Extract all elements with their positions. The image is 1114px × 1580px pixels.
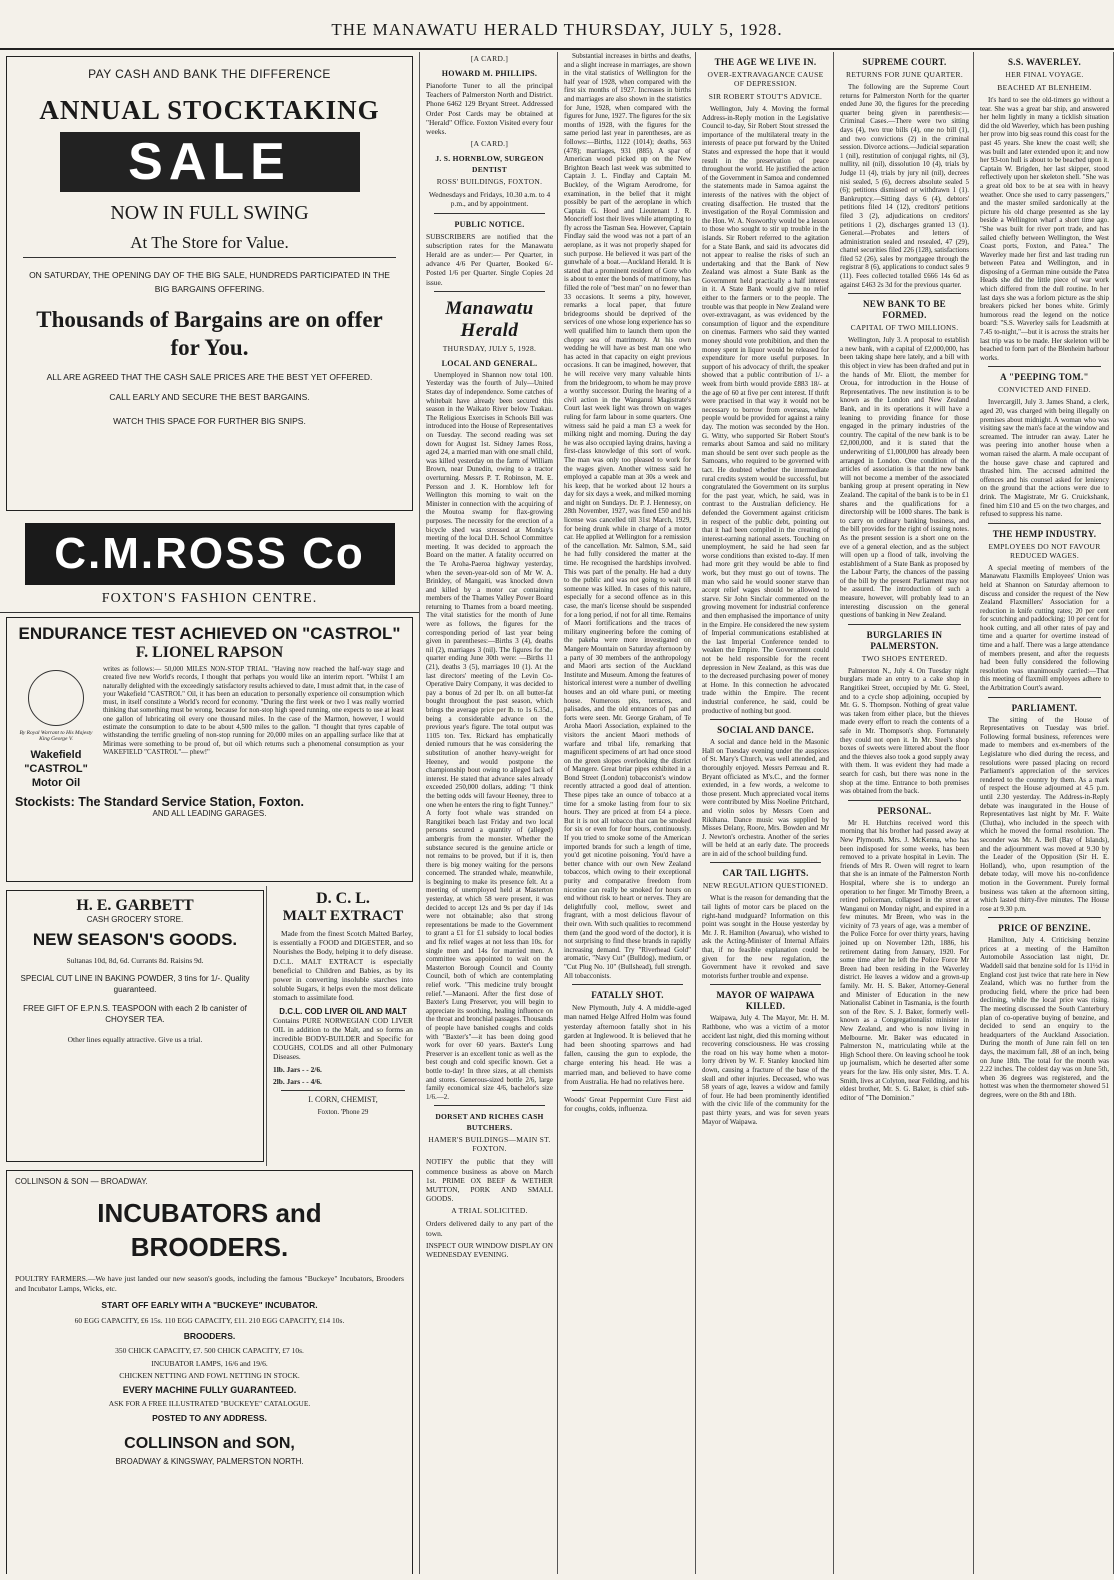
waverley-heading: S.S. WAVERLEY. [1007,57,1082,67]
trial-solicited: A TRIAL SOLICITED. [451,1206,528,1216]
malt-body: Made from the finest Scotch Malted Barley, is essentially a FOOD and DIGESTER, and so Nourishes the Body, helping it to defy disease. D.C.L. MALT EXTRACT is especially beneficial to Children and Babies, as by its power in converting insoluble starches into soluble Sugars, it helps even the most delicate stomach to assimilate food. [273,929,413,1003]
reduced-wages-subheading: EMPLOYEES DO NOT FAVOUR REDUCED WAGES. [988,541,1101,560]
fashion-centre-text: FOXTON'S FASHION CENTRE. [101,591,318,606]
baking-powder-offer: SPECIAL CUT LINE IN BAKING POWDER, 3 tins for 1/-. Quality guaranteed. [20,974,250,994]
now-in-full-swing: NOW IN FULL SWING [110,202,309,224]
incubators-brooders-heading: INCUBATORS and BROODERS. [97,1198,322,1262]
phillips-heading: HOWARD M. PHILLIPS. [441,69,538,78]
column-2 [422,52,558,1574]
stockists-text: Stockists: The Standard Service Station, Foxton. [15,795,304,809]
egg-capacity-prices: 60 EGG CAPACITY, £6 15s. 110 EGG CAPACITY, £11. 210 EGG CAPACITY, £14 10s. [74,1316,345,1325]
final-voyage-subheading: HER FINAL VOYAGE. [1005,70,1084,79]
ross-advertisement [0,515,419,610]
subscribers-notice: SUBSCRIBERS are notified that the subscription rates for the Manawatu Herald are as under:— Per Quarter, in advance 4/6 Per Quarter, Booked 6/- Posted 1/6 per Quarter. Single Copies 2d issue. [426,231,553,287]
personal-body: Mr H. Hutchins received word this morning that his brother had passed away at New Plymouth. Mrs. J. McKenna, who has been indisposed for some weeks, has been removed to a private hospital in Levin. The friends of Mrs R. Owen will regret to learn that she is an inmate of the Palmerston North Hospital, where she is to undergo an operation to her finger. Mr Timothy Breen, a retired policeman, collapsed in the street at Wanganui on Monday night, and expired in a few minutes. Mr Breen, who was in the vicinity of 73 years of age, was a member of the Police Force for over thirty years, having joined up on November 12th, 1886, his retirement dating from January, 1920. For some time after he left the Police Force Mr Breen had been residing in the Waverley district. He leaves a widow and a grown-up family. Mr. H. S. Baker, Attorney-General and Minister of Education in the new Nationalist Cabinet in Tasmania, is the fourth son of the Rev. S. J. Baker, formerly well-known as a Congregationalist minister in New Zealand, and who is now living in Melbourne. Mr. Baker was educated in Palmerston N., matriculating while at the High School there. On leaving school he took up journalism, which he deserted after some years for the law. His only sister, Mrs. T. A. Smith, lives at Colyton, near Feilding, and his eldest brother, Mr. S. G. Baker, is chief sub-editor of "The Dominion." [840,818,969,1102]
regulation-subheading: NEW REGULATION QUESTIONED. [702,881,829,891]
sale-banner: SALE [60,132,360,192]
fatally-shot-heading: FATALLY SHOT. [591,990,664,1001]
local-general-heading: LOCAL AND GENERAL. [441,358,538,368]
column-6 [976,52,1114,1574]
card-label-1: [A CARD.] [470,54,509,63]
hornblow-hours: Wednesdays and Fridays, 10.30 a.m. to 4 p.m., and by appointment. [428,190,551,209]
parliament-heading: PARLIAMENT. [1011,702,1078,713]
parliament-body: The sitting of the House of Representatives on Tuesday was brief. Following formal business, references were made to members and ex-members of the Legislature who died during the recess, and resolutions were passed placing on record Parliament's appreciation of the services rendered to the country by them. As a mark of respect the House adjourned at 4.5 p.m. until 2.30 yesterday. The Address-in-Reply debate was inaugurated in the House of Representatives last night by Mr. F. Waite (Clutha), who included in the speech with which he moved the formal resolution. The seconder was Mr. A. Bell (Bay of Islands), and the adjournment was moved at 9.30 by the Leader of the Opposition (Sir H. E. Holland), who, upon resumption of the debate today, will move his no-confidence motion in the Government. Purely formal business was taken at the afternoon sitting, which lasted thirty-five minutes. The House rose at 9.30 p.m. [980,715,1109,913]
dcl-heading: D. C. L. [316,890,370,907]
ross-logo: C.M.ROSS Co [25,523,395,585]
herald-nameplate: Manawatu Herald [445,297,534,341]
mayor-waipawa-heading: MAYOR OF WAIPAWA KILLED. [716,990,815,1012]
column-3 [560,52,696,1574]
beached-subheading: BEACHED AT BLENHEIM. [997,83,1092,92]
inspect-window: INSPECT OUR WINDOW DISPLAY ON WEDNESDAY EVENING. [426,1240,553,1259]
poultry-farmers-text: POULTRY FARMERS.—We have just landed our new season's goods, including the famous "Buckeye" Incubators, Brooders and Incubator Lamps, Wicks, etc. [15,1274,404,1293]
hornblow-address: ROSS' BUILDINGS, FOXTON. [436,177,543,187]
supreme-court-body: The following are the Supreme Court returns for Palmerston North for the quarter ended June 30, the figures for the preceding quarter being given in parenthesis:— Criminal Cases.—There were two sitting days (4), two true bills (4), one no bill (1), and two convictions (2) in the criminal session. Divorce actions.—Judicial separation 1 (nil), restitution of conjugal rights, nil (3), nullity, nil (nil), dissolution 10 (4), trials by Judge 11 (4), trials by jury nil (nil), decrees nisi sealed, 5 (6), decrees absolute sealed 5 (6); petitions dismissed or withdrawn 1 (1). Bankruptcy.—Sitting days 6 (4), debtors' petitions filed 14 (12), creditors' petitions filed 3 (2), adjudications on creditors' petitions 1 (2), discharges granted 13 (1). General.—Probates and letters of administration sealed and resealed, 47 (29), chattel securities filed 226 (128), satisfactions filed 52 (26), sales by mortgagee through the registrar 8 (6), applications to conduct sales 9 (11). Fees collected totalled £666 14s 6d as against £463 2s 3d for the previous quarter. [840,83,969,289]
collinson-top-line: COLLINSON & SON — BROADWAY. [15,1177,148,1186]
wakefield-castrol-logo: Wakefield "CASTROL" Motor Oil [24,749,88,789]
new-seasons-goods-heading: NEW SEASON'S GOODS. [32,930,238,949]
age-we-live-in-body: Wellington, July 4. Moving the formal Address-in-Reply motion in the Legislative Council to-day, Sir Robert Stout stressed the importance of the multilateral treaty in the interests of peace put forward by the United States and expressed the hope that it would result in the preservation of peace throughout the world. He justified the action of the Government in Samoa and condemned the statements made in Samoa against the interests of the natives with the object of creating disaffection. He trusted that the investigation of the Royal Commission and the Hon. W. A. Nosworthy would be a lesson to those who sought to stir up trouble in the islands. Sir Robert referred to the agitation for a State Bank, and said its advocates did not appear to realise the risks of such an undertaking and that the Bank of New Zealand was almost a State Bank as the Government held practically a half interest in it. A State Bank would give no relief either to the farmers or to the people. The trouble was that people in New Zealand were over-extravagant, as was evidenced by the consumption of liquor and the expenditure on cinemas. Farmers who said they wanted money should vote prohibition, and then the money spent in liquor would be released for expenditure for more useful purposes. In support of his advocacy of thrift, the speaker showed that a public contribution of 1/- a week from birth would provide £883 18/- at the age of 60 at five per cent interest. If thrift were practised in that way it would not be necessary to borrow from overseas, while people would be provided for against a rainy day. The motion was seconded by the Hon. G. Witty, who supported Sir Robert Stout's remarks about Samoa and said no military man should be sent over such people as the Samoans, who required to be governed with tact. He doubted whether the intermediate rural credits system would be successful, but congratulated the Government on its surplus for the past year, which, he said, was in contrast to the Australian deficiency. He defended the Government against criticism in respect of the public debt, pointing out that it had been compiled in the creating of interest-earning national assets. Touching on unemployment, he said he had seen far worse conditions than existed to-day. If men had more grit they would be able to find work, but they must go out of towns. The man who said he would sooner starve than accept relief wages should be allowed to starve. Sir John Sinclair commented on the growing movement for industrial conference and then emphasised the importance of unity in the Empire. He considered the new system of Imperial communications established at the last Imperial Conference tended to weaken the Empire. The Government could not be held responsible for the recent depression in New Zealand, as this was due to the decreased purchasing power of money at Home. In this connection he advocated trade within the Empire. The recent industrial conference, he said, could be productive of nothing but good. [702,105,829,715]
peeping-tom-heading: A "PEEPING TOM." [1000,372,1089,383]
cash-grocery-text: CASH GROCERY STORE. [86,915,184,924]
hamers-buildings: HAMER'S BUILDINGS—MAIN ST. FOXTON. [428,1135,551,1154]
watch-this-space-text: WATCH THIS SPACE FOR FURTHER BIG SNIPS. [113,416,306,426]
teaspoon-gift-offer: FREE GIFT OF E.P.N.S. TEASPOON with each 2 lb canister of CHOYSER TEA. [23,1004,247,1024]
incubator-lamps: INCUBATOR LAMPS, 16/6 and 19/6. [151,1359,268,1368]
dorset-riches-heading: DORSET AND RICHES CASH BUTCHERS. [435,1112,544,1133]
two-shops-subheading: TWO SHOPS ENTERED. [861,653,948,663]
car-tail-lights-body: What is the reason for demanding that the tail lights of motor cars be placed on the right-hand mudguard? Information on this point was sought in the House yesterday by Mr. J. R. Hamilton (Awarua), who wished to ask the Acting-Minister of Internal Affairs that, if no feasible explanation could be given for the new regulation, the Government have it revoked and save motorists further trouble and expense. [702,894,829,980]
burglaries-heading: BURGLARIES IN PALMERSTON. [866,629,943,651]
hornblow-heading: J. S. HORNBLOW, SURGEON DENTIST [435,154,544,175]
garbett-advertisement [6,890,264,1162]
pay-cash-heading: PAY CASH AND BANK THE DIFFERENCE [88,67,331,81]
royal-warrant-text: By Royal Warrant to His Majesty King George V. [19,730,93,742]
brooders-heading: BROODERS. [183,1331,236,1341]
column-4 [698,52,834,1574]
masthead-title: THE MANAWATU HERALD THURSDAY, JULY 5, 1928. [331,20,783,39]
dcl-advertisement [266,886,419,1166]
new-bank-heading: NEW BANK TO BE FORMED. [863,299,946,321]
malt-extract-heading: MALT EXTRACT [282,908,404,924]
sale-advertisement [6,56,413,511]
over-extravagance-subheading: OVER-EXTRAVAGANCE CAUSE OF DEPRESSION. [707,70,824,88]
collinson-address: BROADWAY & KINGSWAY, PALMERSTON NORTH. [115,1457,304,1466]
garbett-heading: H. E. GARBETT [76,897,194,914]
other-lines-text: Other lines equally attractive. Give us a trial. [67,1035,203,1044]
peeping-tom-body: Invercargill, July 3. James Shand, a clerk, aged 20, was charged with being illegally on premises about midnight. A woman who was visiting saw the man's face at the window and screamed. The intruder ran away. Later he was peering into another house when a woman raised the alarm. A male occupant of the house gave chase and captured and thrashed him. The accused admitted the offences and his counsel asked for leniency on the ground that the actions were due to drink. The Magistrate, Mr G. Cruickshank, fined him £10 and £5 on the two charges, and refused to suppress his name. [980,398,1109,519]
chemist-name: I. CORN, CHEMIST, [308,1095,378,1105]
butcher-notice: NOTIFY the public that they will commence business as above on March 1st. PRIME OX BEEF & WETHER MUTTON, PORK AND SMALL GOODS. [426,1157,553,1204]
annual-stocktaking-heading: ANNUAL STOCKTAKING [39,95,380,125]
hemp-industry-body: A special meeting of members of the Manawatu Flaxmills Employees' Union was held at Shannon on Saturday afternoon to discuss and consider the request of the New Zealand Flaxmillers' Association for a reduction in knife cutting rates; 20 per cent for scutching and paddocking; 10 per cent for hook cutting, and all other rates of pay and time and a quarter for overtime instead of time and a half. There was a large attendance of members present, and after the requests had been fully considered the following resolution was unanimously carried:—That this meeting of flaxmill employees adhere to the Arbitration Court's award. [980,563,1109,693]
royal-crest-icon [28,670,84,726]
thousands-of-bargains: Thousands of Bargains are on offer for You. [36,307,383,360]
collinson-signature: COLLINSON and SON, [124,1435,295,1452]
chick-capacity-prices: 350 CHICK CAPACITY, £7. 500 CHICK CAPACITY, £7 10s. [115,1346,304,1355]
phillips-body: Pianoforte Tuner to all the principal Teachers of Palmerston North and District. Phone 6462 129 Bryant Street. Addressed Order Post Cards may be obtained at "Herald" Office. Foxton Visited every four weeks. [426,81,553,137]
new-bank-body: Wellington, July 3. A proposal to establish a new bank, with a capital of £2,000,000, has been taking shape here lately, and a bill with this object in view has been drafted and put in the hands of Mr. Eliott, the member for Oroua, for introduction in the House of Representatives. The new institution is to be known as the London and New Zealand Bank, and in its operations it will have a leaning to providing finance for those engaged in the primary industries of the country. The capital of the new bank is to be £2,000,000, and it is stated that the underwriting of £1,000,000 has already been arranged in London. One condition of the articles of association is that the new bank will not become a member of the associated banking group at present operating in New Zealand. The capital of the bank is to be in £1 shares and the qualifications for a directorship will be 1000 shares. The bank is to carry on ordinary banking business, and the bill provides for the right of issuing notes. As the present session is a short one on the eve of a general election, and as the subject will open up a flood of talk, involving the establishment of a State Bank as proposed by the Labour Party, the chances of the passing of the bill by the present Parliament may not be assured. The introduction of such a measure, however, will probably lead to an interesting discussion on the general questions of banking in New Zealand. [840,336,969,620]
social-dance-heading: SOCIAL AND DANCE. [717,725,814,736]
cod-liver-body: Contains PURE NORWEGIAN COD LIVER OIL in addition to the Malt, and so forms an incredible BODY-BUILDER and Specific for COUGHS, COLDS and all other Pulmonary Diseases. [273,1015,413,1062]
ask-for-catalogue: ASK FOR A FREE ILLUSTRATED "BUCKEYE" CATALOGUE. [108,1399,311,1408]
opening-day-text: ON SATURDAY, THE OPENING DAY OF THE BIG SALE, HUNDREDS PARTICIPATED IN THE BIG BARGAINS OFFERING. [29,270,390,294]
castrol-body: writes as follows:— 50,000 MILES NON-STOP TRIAL. "Having now reached the half-way stage and created five new World's records, I thought that perhaps you would like an interim report. "Whilst I am naturally delighted with the exceedingly satisfactory results achieved to date, I must admit that, in the case of your Wakefield "CASTROL" Oil, it has been an education to personally experience oil consumption which must, in itself constitute a World's record for economy. "During the first week or two I was really worried thinking that something must be wrong, because for non-stop high speed running, one expects to use at least one gallon of lubricating oil every one thousand miles. In the case of the Marmon, however, I would estimate the consumption to date to be about 4,500 miles to the gallon. "I thought that tyres capable of withstanding the terrific grueling of non-stop running for 20,000 miles on an appalling surface like that at Mirimas were something to be proud of, but oil which returns such a phenomenal consumption as your WAKEFIELD "CASTROL"— phew!" [103,666,404,756]
age-we-live-in-heading: THE AGE WE LIVE IN. [714,57,817,67]
issue-date: THURSDAY, JULY 5, 1928. [442,343,537,353]
leading-garages-text: AND ALL LEADING GARAGES. [152,809,267,818]
call-early-text: CALL EARLY AND SECURE THE BEST BARGAINS. [109,392,310,402]
supreme-court-heading: SUPREME COURT. [862,57,947,67]
rapson-heading: F. LIONEL RAPSON [135,644,284,661]
hemp-industry-heading: THE HEMP INDUSTRY. [992,528,1097,539]
waverley-body: It's hard to see the old-timers go without a tear. She was a great bar ship, and answered her helm lightly in many a ticklish situation did the old Waverley, which has been pushing her prow into big seas round this coast for the past 45 years. She knew the coast well; she was built and later extended upon it; and now her 93-ton hull is about to be beached upon it. Captain W. Brigden, her last skipper, stood reflectively upon her skeleton shell. "She was a great old box to be at sea with in heavy weather. Once she used to carry passengers," and the master smiled sardonically at the picture his old charge presented as she lay beside a Wellington wharf a short time ago. "She was built for river port trade, and has sailed chiefly between Wellington, the West Coast ports, Foxton, and Patea." The Waverley made her first and last trading run between Patea and Wellington, and in disposing of a German mine outside the Patea Heads she did the little piece of war work which differed from the dull routine. In her last days she was a forlorn picture as the ship breakers picked her bones white. Grimly humorous read the legend on the notice board: "S.S. Waverley sails for Leadsmith at 7.45 to-night,"—but it is across the straits her last trip was to be made. Her skeleton will be beached to form part of the Blenheim harbour works. [980,96,1109,362]
orders-delivered: Orders delivered daily to any part of the town. [426,1219,553,1238]
stout-advice-subheading: SIR ROBERT STOUT'S ADVICE. [708,92,823,101]
cash-sale-prices-text: ALL ARE AGREED THAT THE CASH SALE PRICES ARE THE BEST YET OFFERED. [46,372,373,382]
netting-in-stock: CHICKEN NETTING AND FOWL NETTING IN STOCK. [119,1371,300,1380]
fatally-shot-body: New Plymouth, July 4. A middle-aged man named Helge Alfred Holm was found yesterday afternoon fatally shot in his garden at Inglewood. It is believed that he had been shooting sparrows and had fallen, causing the gun to explode, the charge entering his head. He was a married man, and believed to have come from Australia. He had no relatives here. [564,1003,691,1086]
benzine-heading: PRICE OF BENZINE. [998,923,1091,934]
woods-peppermint-ad: Woods' Great Peppermint Cure First aid for coughs, colds, influenza. [564,1094,691,1114]
posted-any-address: POSTED TO ANY ADDRESS. [152,1413,267,1423]
chemist-phone: Foxton. 'Phone 29 [317,1108,369,1117]
column-advertisements [0,52,420,1574]
start-off-early: START OFF EARLY WITH A "BUCKEYE" INCUBATOR. [101,1300,318,1310]
fully-guaranteed: EVERY MACHINE FULLY GUARANTEED. [122,1385,297,1395]
collinson-advertisement [6,1170,413,1574]
store-for-value: At The Store for Value. [130,233,289,252]
jar-price-1: 1lb. Jars - - 2/6. [273,1064,322,1074]
burglaries-body: Palmerston N., July 4. On Tuesday night burglars made an entry to a cake shop in Rangitikei Street, occupied by Mr. G. Steel, and to a cycle shop adjoining, occupied by Mr. G. S. Thompson. Nothing of great value was taken from either place, but the thieves made every effort to reach the contents of a safe in Mr. Thompson's shop. Fortunately they could not open it. In Mr. Steel's shop boxes of sweets were littered about the floor and the thieves also took a good supply away with them. It was evident they had made a search for cash, but there was none in the shop at the time. Entrance to both premises was obtained from the back. [840,666,969,796]
personal-heading: PERSONAL. [877,805,932,816]
capital-subheading: CAPITAL OF TWO MILLIONS. [850,323,959,333]
car-tail-lights-heading: CAR TAIL LIGHTS. [722,868,809,879]
card-label-2: [A CARD.] [470,139,509,149]
jar-price-2: 2lb. Jars - - 4/6. [273,1076,322,1086]
local-general-body: Unemployed in Shannon now total 100. Yesterday was the fourth of July—United States day of independence. Some catches of whitebait have already been secured this season in the Waikato River below Tuakau. The Religious Exercises in Schools Bill was introduced into the House of Representatives on Tuesday. The second reading was set down for August 1st. Sidney James Ross, aged 24, a married man with one small child, was killed yesterday on the farm of William Brown, near Dunedin, owing to a tractor overturning. Messrs P. T. Robinson, M. E. Persson and J. K. Hornblow left for Wellington this morning to wait on the Minister in connection with the acquiring of the Moutoa swamp for flax-growing purposes. The necessity for the erection of a bicycle shed was stressed at Monday's meeting of the local D.H. School Committee meeting. It was decided to approach the Board on the matter. A fatality occurred on the Te Aroha-Paeroa highway yesterday, when the seven-year-old son of Mr W. A. Brinkley, of Mangaiti, was knocked down and killed by a motor car containing members of the Thames Valley Power Board returning to Thames from a board meeting. The vital statistics for the month of June were as follows, the figures for the corresponding period of last year being given in parentheses:—Births 3 (4), deaths nil (2), marriages 3 (nil). The figures for the quarter ending June 30th were: —Births 11 (21), deaths 3 (5), marriages 10 (1). At the last directors' meeting of the Levin Co-Operative Dairy Company, it was decided to pay a bonus of 2d per lb. on all butter-fat bought throughout the past season, which brings the average price per lb. to 1s 6.35d., being a considerable advance on the previous year's figure. The total output was 1105 ton. Tex. Rickard has emphatically denied rumours that he was considering the substitution of another heavy-weight for Heeney, and would postpone the championship bout owing to alleged lack of interest. He stated that advance sales already exceeded 250,000 dollars, adding: "I think the betting odds will favour Heeney, three to one when he enters the ring to fight Tunney." A forty foot whale was stranded on Rangitikei beach last Friday and two local persons secured a quantity of (alleged) ambergris from the monster. Whether the substance secured is the genuine article or not remains to be proved, but if it is, then there is big money waiting for the persons concerned. The stranded whale, meanwhile, is beginning to make its presence felt. At a meeting of unemployed held at Masterton yesterday, at which 58 were present, it was decided to accept 12s and 9s per day if 14s were not obtainable; also that strong representations be made to the Government to grant a £1 for £1 subsidy to local bodies and fix relief wages at not less than 10s. for single men and 14s for married men. A committee was appointed to wait on the Masterton Borough Council and County Council, both of which are contemplating relief work. "This medicine truly brought relief."—Manaoni. After the first dose of Baxter's Lung Preserver, you will begin to appreciate its soothing, healing influence on the throat and bronchial passages. Thousands of people have banished coughs and colds with "Baxter's"—it has been doing good work for over 60 years. Baxter's Lung Preserver is an excellent tonic as well as the best cough and cold specific known. Get a bottle to-day! In three sizes, at all chemists and stores. Generous-sized bottle 2/6, large family economical size 4/6, bachelor's size 1/6.—2. [426,370,553,1101]
castrol-advertisement [6,617,413,882]
news-items-body: Substantial increases in births and deaths, and a slight increase in marriages, are shown in the vital statistics of Wellington for the half year of 1928, when compared with the first six months of 1927. Increases in births and marriages are also shown in the statistics for June, 1928, when compared with the figures for June, 1927. The figures for the six months of 1928, with the figures for the same period last year in parentheses, are as follows:—Births, 1122 (1014); deaths, 563 (478); marriages, 931 (885). A spar of American wood picked up on the New Brighton Beach last week was submitted to Captain J. L. Findlay and Captain M. Buckley, of the Wigram Aerodrome, for examination, in the belief that it might possibly be part of the aeroplane in which Captain G. Hood and Lieutenant J. R. Moncrieff lost their lives while attempting to fly across the Tasman Sea. However, Captain Findlay said the wood was not a part of an aeroplane, as it was not properly shaped for such purpose. He believed it was part of the gunwhale of a boat.—Auckland Herald. It is stated that a prominent resident of Gore who is about to enter the bonds of matrimony, has filled the role of "best man" on no fewer than 33 occasions. It seems a pity, however, remarks a local paper, that future bridegrooms should be deprived of the services of one whose long experience has so well qualified him to launch them upon the choppy sea of matrimony. At his own wedding he will have as best man one who has acted in that capacity on eight previous occasions. It can be imagined, however, that he will receive very many valuable hints from the bridegroom, to whom he may prove a worthy successor. During the hearing of a civil action in the Wanganui Magistrate's Court last week light was thrown on wages ruling for farm labour in some quarters. One witness said he paid a man £3 a week for milking night and morning. During the day he was also occupied laying drains, having a first-class knowledge of this sort of work. The man was only too pleased to work for the wages given. Another witness said he employed a capable man at 30s a week and his keep, that he worked about 12 hours a day for six days a week, and milked morning and night on Sundays. Dr. P. J. Hennessy, on 28th November, 1927, was fined £50 and his license was cancelled till 31st March, 1929, for being drunk while in charge of a motor car. He applied at Wellington for a remission of the cancellation. Mr. Salmon, S.M., said he had fully considered the matter at the time. He recognised the hardships involved. This was part of the penalty. He had a duty to the public and was not going to wait till someone was killed. In cases of this nature, especially for a second offence as in this case, the man's license should be suspended for a long period, if not for all time. Remains of Maori fortifications and the traces of military engineering before the coming of the pakeha were more investigated on Mangere Mountain on Saturday afternoon by a party of 30 members of the anthropology and Maori arts section of the Auckland Institute and Museum. Among the features of historical interest were a number of dwelling houses and an old whare puni, or meeting house. Numerous pits, terraces, and palisades, and the old entrances of pas and forts were seen. Mr. George Graham, of Te Aroha Maori Association, explained to the visitors the ancient Maori methods of warfare and tribal life, remarking that magnificent specimens of art had once stood on the green slopes overlooking the district of Mangere. Great briar pipes exhibited in a Bond Street (London) tobacconist's window recently attracted a good deal of attention. These pipes take an ounce of tobacco at a time for a smoke lasting from four to six hours. They are priced at from £4 a piece. But it is not all tobacco that can be smoked for six or even for four hours, continuously. If you tried to smoke some of the American imported brands for such a length of time, you'd get nicotine poisoning. You'd have a better chance with our own New Zealand tobaccos, which owing to their exceptional purity and comparative freedom from nicotine can really be smoked for hours on end without risk to heart or nerves. They are delightfully cool, mellow, sweet and fragrant, with a most delicious flavour of their own. With such qualities to recommend them (and the good word of the doctor), it is not surprising to find these brands in rapidly increasing demand. Try "Riverhead Gold" aromatic, "Navy Cut" (Bulldog), medium, or "Cut Plug No. 10" (Bullshead), full strength. All tobacconists. [564,52,692,980]
endurance-test-heading: ENDURANCE TEST ACHIEVED ON "CASTROL" [18,624,401,643]
social-dance-body: A social and dance held in the Masonic Hall on Tuesday evening under the auspices of St. Mary's Church, was well attended, and thoroughly enjoyed. Messrs Perreau and R. Bryant officiated as M's.C., and the former extended, in a few words, a welcome to those present. Much appreciated vocal items were contributed by Miss Noeline Pritchard, and violin solos by Messrs Coen and Rikihana. Dance music was supplied by Misses Delany, Roore, Mrs. Bowden and Mr J. Newton's orchestra. Another of the series will be held at an early date. The proceeds are in aid of the school building fund. [702,738,829,858]
mayor-waipawa-body: Waipawa, July 4. The Mayor, Mr. H. M. Rathbone, who was a victim of a motor accident last night, died this morning without recovering consciousness. He was crossing the road on his way home when a motor-lorry driven by W. F. Stanley knocked him down, causing a fracture of the base of the skull and other injuries. Deceased, who was 58 years of age, leaves a widow and family of four. He had been prominently identified with the civic life of the community for the past thirty years, and was for seven years Mayor of Waipawa. [702,1014,829,1126]
cod-liver-heading: D.C.L. COD LIVER OIL AND MALT [279,1006,407,1016]
benzine-body: Hamilton, July 4. Criticising benzine prices at a meeting of the Hamilton Automobile Association last night, Dr. Waddell said that benzine sold for 1s 11½d in England cost just twice that rate here in New Zealand, which was no further from the producing field, where the price had been declining, while the local price was rising. The meeting discussed the South Canterbury plan of co-operative buying of benzine, and decided to send an enquiry to the headquarters of the Auckland Association. During the month of June rain fell on ten days, the maximum fall, .88 of an inch, being on June 18th. The total for the month was 2.22 inches. The coldest day was on June 5th, when 36 degrees was registered, and the hottest was when the thermometer showed 51 degrees, were on the 8th and 18th. [980,936,1109,1099]
column-5 [836,52,974,1574]
june-quarter-subheading: RETURNS FOR JUNE QUARTER. [845,70,964,79]
masthead [0,0,1114,50]
convicted-subheading: CONVICTED AND FINED. [998,385,1091,395]
public-notice-heading: PUBLIC NOTICE. [454,219,525,229]
dried-fruit-prices: Sultanas 10d, 8d, 6d. Currants 8d. Raisins 9d. [66,956,204,965]
